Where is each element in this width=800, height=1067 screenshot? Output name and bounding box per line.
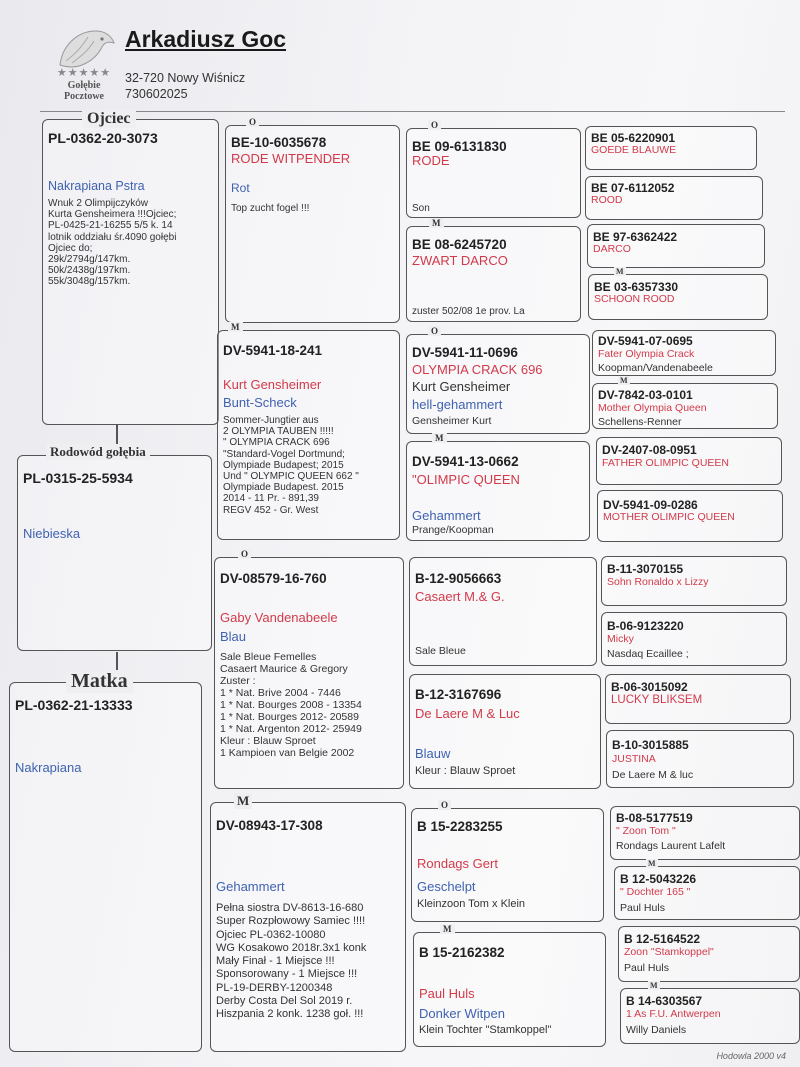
fmf-card[interactable]	[406, 334, 590, 434]
mf-color: Blau	[220, 629, 247, 644]
fmf-name: OLYMPIA CRACK 696	[412, 362, 543, 377]
fff-ring: BE 09-6131830	[412, 139, 507, 154]
gen4-sub: Schellens-Renner	[598, 416, 682, 428]
gen4-card[interactable]	[601, 556, 787, 606]
gen4-name: DARCO	[593, 243, 631, 255]
mmm-breeder: Paul Huls	[419, 986, 475, 1001]
fm-breeder: Kurt Gensheimer	[223, 377, 322, 392]
gen4-name: Fater Olympia Crack	[598, 348, 695, 360]
gen4-ring: B-10-3015885	[612, 738, 689, 752]
mm-color: Gehammert	[216, 879, 285, 894]
mfm-color: Blauw	[415, 746, 451, 761]
gen4-ring: BE 97-6362422	[593, 230, 678, 244]
fm-notes: Sommer-Jungtier aus 2 OLYMPIA TAUBEN !!!!! " OLYMPIA CRACK 696 "Standard-Vogel Dortmund; Olympiade Budapest; 2015 Und " OLYMPIC QUEEN 662 " Olympiade Budapest. 2015 2014 - 11 Pr. - 891,39 REGV 452 - Gr. West	[223, 415, 359, 516]
gen4-sub: Rondags Laurent Lafelt	[616, 840, 726, 852]
mf-card[interactable]	[214, 557, 404, 789]
gen4-name: Micky	[607, 633, 634, 645]
gen4-ring: B-11-3070155	[607, 562, 684, 576]
gen4-ring: B 14-6303567	[626, 994, 703, 1008]
gen4-ring: B 12-5164522	[624, 932, 701, 946]
fmm-card[interactable]	[406, 441, 590, 541]
gen4-sub: Willy Daniels	[626, 1024, 687, 1036]
logo-text-line-1: Gołębie	[67, 80, 101, 91]
mmf-breeder: Rondags Gert	[417, 856, 498, 871]
gen4-card[interactable]	[585, 176, 763, 220]
fmf-note: Gensheimer Kurt	[412, 415, 492, 427]
fff-label: O	[428, 120, 441, 130]
gen4-ring: DV-2407-08-0951	[602, 443, 697, 457]
mff-note: Sale Bleue	[415, 645, 466, 657]
father-label: Ojciec	[82, 110, 136, 128]
software-footer: Hodowla 2000 v4	[716, 1051, 786, 1061]
gen4-card[interactable]	[585, 126, 757, 170]
ffm-name: ZWART DARCO	[412, 253, 508, 268]
mm-ring: DV-08943-17-308	[216, 818, 323, 833]
father-card[interactable]	[42, 119, 219, 425]
pedigree-label: Rodowód gołębia	[46, 444, 150, 460]
mmf-note: Kleinzoon Tom x Klein	[417, 898, 526, 910]
gen4-ring: DV-7842-03-0101	[598, 388, 693, 402]
mfm-ring: B-12-3167696	[415, 687, 502, 702]
fmm-ring: DV-5941-13-0662	[412, 454, 519, 469]
gen4-sub: Paul Huls	[620, 902, 665, 914]
gen4-name: LUCKY BLIKSEM	[611, 694, 703, 706]
gen4-card[interactable]	[618, 926, 800, 982]
gen4-card[interactable]	[606, 730, 794, 788]
gen4-card[interactable]	[620, 988, 800, 1044]
mother-label: Matka	[66, 670, 133, 693]
mother-card[interactable]	[9, 682, 202, 1052]
gen4-card[interactable]	[610, 806, 800, 860]
fm-label: M	[228, 322, 243, 332]
mm-notes: Pełna siostra DV-8613-16-680 Super Rozpłowowy Samiec !!!! Ojciec PL-0362-10080 WG Kosakowo 2018r.3x1 konk Mały Finał - 1 Miejsce !!! Sponsorowany - 1 Miejsce !!! PL-19-DERBY-1200348 Derby Costa Del Sol 2019 r. Hiszpania 2 konk. 1238 goł. !!!	[216, 902, 367, 1021]
fmf-ring: DV-5941-11-0696	[412, 345, 518, 360]
ff-ring: BE-10-6035678	[231, 135, 327, 150]
owner-name: Arkadiusz Goc	[125, 26, 287, 52]
gen4-name: Zoon "Stamkoppel"	[624, 946, 714, 958]
gen4-label: M	[616, 267, 624, 276]
ffm-note: zuster 502/08 1e prov. La	[412, 306, 525, 317]
gen4-name: JUSTINA	[612, 753, 656, 765]
mff-ring: B-12-9056663	[415, 571, 502, 586]
mother-color: Nakrapiana	[15, 760, 82, 775]
gen4-card[interactable]	[601, 612, 787, 666]
mmf-label: O	[438, 800, 451, 810]
owner-address: 32-720 Nowy Wiśnicz	[125, 71, 246, 85]
owner-address-block	[125, 70, 245, 102]
gen4-card[interactable]	[592, 383, 778, 429]
gen4-sub: De Laere M & luc	[612, 769, 694, 781]
owner-phone: 730602025	[125, 87, 188, 101]
gen4-name: 1 As F.U. Antwerpen	[626, 1008, 721, 1020]
fmf-label: O	[428, 326, 441, 336]
ffm-card[interactable]	[406, 226, 581, 322]
gen4-name: Sohn Ronaldo x Lizzy	[607, 576, 709, 588]
fm-ring: DV-5941-18-241	[223, 343, 323, 358]
gen4-name: MOTHER OLIMPIC QUEEN	[603, 511, 735, 523]
gen4-ring: DV-5941-07-0695	[598, 334, 693, 348]
gen4-name: SCHOON ROOD	[594, 293, 675, 305]
gen4-ring: BE 05-6220901	[591, 131, 676, 145]
gen4-ring: B 12-5043226	[620, 872, 697, 886]
fff-name: RODE	[412, 153, 450, 168]
gen4-sub: Koopman/Vandenabeele	[598, 362, 713, 374]
fmm-label: M	[432, 433, 447, 443]
mmm-card[interactable]	[413, 932, 606, 1047]
ffm-label: M	[429, 218, 444, 228]
gen4-sub: Nasdaq Ecaillee ;	[607, 648, 689, 660]
gen4-card[interactable]	[588, 274, 768, 320]
gen4-ring: B-08-5177519	[616, 811, 693, 825]
fmf-breeder: Kurt Gensheimer	[412, 379, 511, 394]
gen4-name: GOEDE BLAUWE	[591, 144, 677, 156]
gen4-card[interactable]	[596, 437, 782, 485]
ff-notes: Top zucht fogel !!!	[231, 203, 310, 214]
subject-ring: PL-0315-25-5934	[23, 470, 133, 486]
ff-color: Rot	[231, 181, 250, 195]
subject-color: Niebieska	[23, 526, 81, 541]
fm-card[interactable]	[217, 330, 400, 540]
gen4-card[interactable]	[597, 490, 783, 542]
mm-label: M	[234, 793, 252, 809]
mmf-color: Geschelpt	[417, 879, 476, 894]
mmm-label: M	[440, 924, 455, 934]
gen4-ring: B-06-3015092	[611, 680, 688, 694]
gen4-sub: Paul Huls	[624, 962, 669, 974]
fmf-color: hell-gehammert	[412, 397, 503, 412]
gen4-name: FATHER OLIMPIC QUEEN	[602, 457, 729, 469]
fff-note: Son	[412, 203, 430, 214]
gen4-card[interactable]	[614, 866, 800, 920]
mmm-note: Klein Tochter "Stamkoppel"	[419, 1024, 552, 1036]
subject-card[interactable]	[17, 455, 212, 651]
gen4-label: M	[620, 376, 628, 385]
mff-card[interactable]	[409, 557, 597, 666]
ff-name: RODE WITPENDER	[231, 151, 351, 166]
gen4-ring: B-06-9123220	[607, 619, 684, 633]
mf-notes: Sale Bleue Femelles Casaert Maurice & Gregory Zuster : 1 * Nat. Brive 2004 - 7446 1 * Nat. Bourges 2008 - 13354 1 * Nat. Bourges 2012- 20589 1 * Nat. Argenton 2012- 25949 Kleur : Blauw Sproet 1 Kampioen van Belgie 2002	[220, 651, 362, 759]
mfm-note: Kleur : Blauw Sproet	[415, 765, 516, 777]
gen4-card[interactable]	[592, 330, 776, 376]
gen4-name: Mother Olympia Queen	[598, 402, 707, 414]
fmm-name: "OLIMPIC QUEEN	[412, 472, 520, 487]
header-divider	[40, 111, 785, 112]
mfm-name: De Laere M & Luc	[415, 706, 520, 721]
ff-label: O	[246, 117, 259, 127]
logo-text-line-2: Pocztowe	[64, 91, 104, 102]
mf-ring: DV-08579-16-760	[220, 571, 327, 586]
father-notes: Wnuk 2 Olimpijczyków Kurta Gensheimera !!!Ojciec; PL-0425-21-16255 5/5 k. 14 lotnik oddziału śr.4090 gołębi Ojciec do; 29k/2794g/147km. 50k/2438g/197km. 55k/3048g/157km.	[48, 198, 177, 288]
gen4-name: " Zoon Tom "	[616, 825, 676, 837]
ffm-ring: BE 08-6245720	[412, 237, 507, 252]
gen4-name: " Dochter 165 "	[620, 886, 691, 898]
logo-text	[46, 80, 122, 102]
father-color: Nakrapiana Pstra	[48, 179, 145, 193]
mother-ring: PL-0362-21-13333	[15, 697, 133, 713]
fm-color: Bunt-Scheck	[223, 395, 297, 410]
ff-card[interactable]	[225, 125, 400, 323]
mfm-card[interactable]	[409, 674, 601, 789]
gen4-card[interactable]	[605, 674, 791, 724]
gen4-ring: BE 07-6112052	[591, 181, 675, 195]
fff-card[interactable]	[406, 128, 581, 218]
mf-label: O	[238, 549, 251, 559]
fmm-note: Prange/Koopman	[412, 524, 494, 536]
mff-name: Casaert M.& G.	[415, 589, 505, 604]
gen4-ring: DV-5941-09-0286	[603, 498, 698, 512]
father-ring: PL-0362-20-3073	[48, 130, 158, 146]
mmf-card[interactable]	[411, 808, 604, 922]
gen4-label: M	[650, 981, 658, 990]
fmm-color: Gehammert	[412, 508, 481, 523]
gen4-card[interactable]	[587, 224, 765, 268]
gen4-label: M	[648, 859, 656, 868]
gen4-name: ROOD	[591, 194, 623, 206]
mmm-color: Donker Witpen	[419, 1006, 505, 1021]
mmf-ring: B 15-2283255	[417, 819, 503, 834]
gen4-ring: BE 03-6357330	[594, 280, 679, 294]
mf-breeder: Gaby Vandenabeele	[220, 610, 338, 625]
logo-stars: ★★★★★	[56, 67, 112, 79]
mmm-ring: B 15-2162382	[419, 945, 505, 960]
mm-card[interactable]	[210, 802, 406, 1052]
